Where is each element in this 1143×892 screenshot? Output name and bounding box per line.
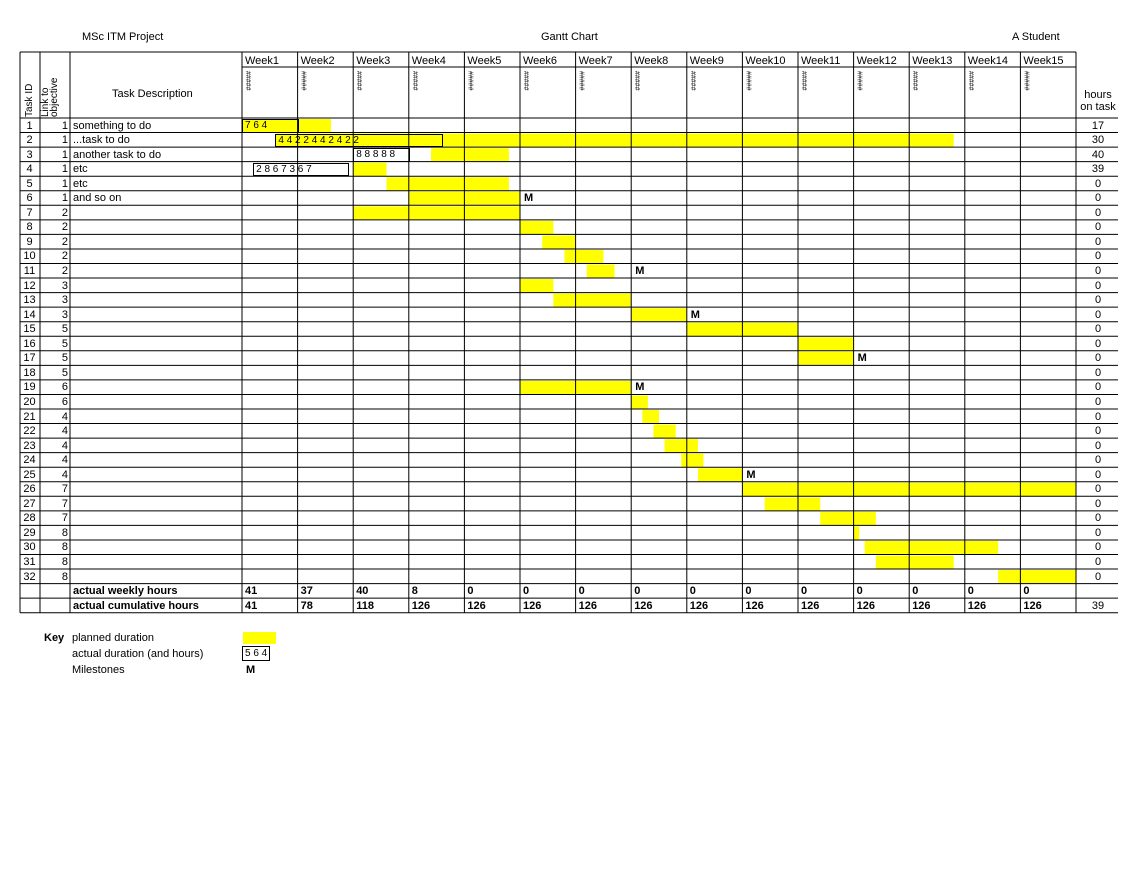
planned-bar: [564, 250, 603, 264]
week-marks: #####: [911, 71, 919, 91]
task-description-cell: etc: [73, 163, 88, 176]
planned-bar: [798, 337, 854, 351]
week-header: Week14: [967, 55, 1008, 67]
planned-bar: [520, 221, 553, 235]
cumulative-hours-cell: 126: [523, 599, 542, 612]
task-hours-cell: 0: [1094, 206, 1102, 219]
planned-bar: [587, 265, 615, 279]
weekly-hours-cell: 0: [745, 585, 752, 598]
cumulative-hours-cell: 126: [967, 599, 987, 612]
task-id-cell: 6: [26, 192, 33, 205]
task-link-cell: 5: [61, 323, 68, 336]
task-link-cell: 2: [61, 235, 68, 248]
key-planned-swatch: [243, 632, 276, 644]
cumulative-hours-cell: 126: [801, 599, 820, 612]
task-hours-cell: 0: [1094, 497, 1102, 510]
task-link-cell: 5: [61, 337, 68, 350]
task-id-cell: 24: [23, 454, 36, 467]
weekly-hours-cell: 0: [523, 585, 530, 598]
weekly-hours-cell: 8: [411, 585, 418, 598]
task-link-cell: 8: [61, 541, 68, 554]
cumulative-hours-cell: 126: [634, 599, 653, 612]
task-hours-cell: 40: [1091, 148, 1105, 161]
weekly-hours-label: actual weekly hours: [73, 585, 178, 598]
task-id-cell: 20: [23, 395, 36, 408]
task-link-cell: 3: [61, 294, 68, 307]
task-id-cell: 1: [26, 119, 33, 132]
week-marks: #####: [966, 71, 974, 91]
planned-bar: [631, 308, 687, 322]
cumulative-hours-cell: 118: [356, 599, 374, 612]
task-link-cell: 2: [61, 250, 68, 263]
week-marks: #####: [1022, 71, 1030, 91]
planned-bar: [798, 352, 854, 366]
task-id-cell: 14: [23, 308, 36, 321]
week-header: Week11: [801, 55, 841, 67]
task-id-cell: 7: [26, 206, 33, 219]
week-header: Week4: [411, 55, 446, 67]
task-hours-cell: 39: [1091, 163, 1105, 176]
planned-bar: [431, 148, 509, 162]
week-marks: #####: [466, 71, 474, 91]
week-marks: #####: [577, 71, 585, 91]
task-hours-cell: 0: [1094, 526, 1102, 539]
task-hours-cell: 30: [1091, 134, 1105, 147]
milestone-marker: M: [857, 352, 867, 365]
week-header: Week5: [467, 55, 502, 67]
planned-bar: [642, 410, 659, 424]
weekly-hours-cell: 0: [801, 585, 808, 598]
cumulative-hours-cell: 126: [411, 599, 431, 612]
planned-bar: [698, 468, 742, 482]
task-link-cell: 8: [61, 556, 68, 568]
task-link-cell: 2: [61, 221, 68, 234]
task-id-cell: 3: [26, 148, 33, 161]
week-marks: #####: [299, 71, 307, 91]
task-link-cell: 1: [61, 163, 68, 176]
task-id-cell: 26: [23, 483, 36, 496]
task-link-cell: 3: [61, 279, 68, 292]
task-hours-cell: 0: [1094, 381, 1102, 394]
task-link-cell: 4: [61, 439, 68, 452]
task-hours-cell: 0: [1094, 570, 1102, 583]
planned-bar: [876, 556, 954, 570]
task-link-cell: 1: [61, 177, 68, 190]
weekly-hours-cell: 40: [356, 585, 369, 598]
cumulative-hours-cell: 78: [300, 599, 313, 612]
planned-bar: [820, 512, 876, 526]
weekly-hours-cell: 0: [1023, 585, 1030, 598]
planned-bar: [765, 497, 821, 511]
milestone-marker: M: [746, 468, 756, 481]
task-description-cell: another task to do: [73, 148, 162, 161]
task-hours-cell: 0: [1094, 439, 1102, 452]
milestone-marker: M: [690, 308, 700, 321]
author-name: A Student: [1012, 31, 1060, 43]
task-id-cell: 18: [23, 366, 36, 379]
task-id-cell: 5: [26, 177, 33, 190]
actual-duration-box: 2 8 6 7 3 6 7: [253, 163, 349, 177]
planned-bar: [665, 439, 698, 453]
project-title: MSc ITM Project: [82, 31, 164, 43]
task-hours-cell: 0: [1094, 250, 1102, 263]
planned-bar: [542, 235, 575, 249]
task-id-header: Task ID: [24, 83, 35, 117]
task-id-cell: 16: [23, 337, 36, 350]
weekly-hours-cell: 0: [467, 585, 474, 598]
task-id-cell: 9: [26, 235, 33, 248]
planned-bar: [631, 395, 648, 409]
week-header: Week10: [745, 55, 786, 67]
task-id-cell: 30: [23, 541, 36, 554]
task-hours-cell: 0: [1094, 512, 1102, 525]
task-id-cell: 15: [23, 323, 36, 336]
task-hours-cell: 0: [1094, 425, 1102, 438]
week-marks: #####: [244, 71, 251, 91]
milestone-marker: M: [635, 265, 645, 277]
task-hours-cell: 0: [1094, 395, 1102, 408]
cumulative-hours-cell: 41: [245, 599, 258, 612]
task-hours-cell: 0: [1094, 556, 1102, 568]
milestone-marker: M: [524, 192, 534, 205]
task-hours-cell: 0: [1094, 483, 1102, 496]
task-id-cell: 29: [23, 526, 36, 539]
task-hours-cell: 0: [1094, 366, 1102, 379]
task-link-cell: 4: [61, 425, 68, 438]
cumulative-hours-label: actual cumulative hours: [73, 599, 199, 612]
task-link-cell: 5: [61, 366, 68, 379]
hours-header: hours on task: [1080, 89, 1116, 113]
weekly-hours-cell: 41: [245, 585, 258, 598]
planned-bar: [520, 279, 553, 293]
task-id-cell: 11: [23, 265, 36, 277]
actual-duration-box: 8 8 8 8 8: [353, 148, 410, 162]
weekly-hours-cell: 37: [300, 585, 313, 598]
key-planned-label: planned duration: [72, 632, 154, 644]
task-hours-cell: 0: [1094, 192, 1102, 205]
task-id-cell: 2: [26, 134, 33, 147]
task-hours-cell: 0: [1094, 410, 1102, 423]
task-id-cell: 23: [23, 439, 36, 452]
task-hours-cell: 0: [1094, 279, 1102, 292]
task-id-cell: 13: [23, 294, 36, 307]
week-header: Week15: [1023, 55, 1064, 67]
task-id-cell: 27: [23, 497, 36, 510]
task-id-cell: 10: [23, 250, 36, 263]
task-link-cell: 1: [61, 119, 68, 132]
task-id-cell: 32: [23, 570, 36, 583]
description-header: Task Description: [112, 88, 193, 100]
task-link-cell: 5: [61, 352, 68, 365]
task-id-cell: 21: [23, 410, 36, 423]
task-id-cell: 12: [23, 279, 36, 292]
task-description-cell: etc: [73, 177, 88, 190]
task-id-cell: 8: [26, 221, 33, 234]
week-header: Week9: [689, 55, 724, 67]
task-id-cell: 19: [23, 381, 36, 394]
weekly-hours-cell: 0: [634, 585, 641, 598]
week-marks: #####: [355, 71, 363, 91]
week-marks: #####: [855, 71, 863, 91]
task-link-cell: 7: [61, 483, 68, 496]
task-hours-cell: 0: [1094, 177, 1102, 190]
total-hours-cell: 39: [1091, 599, 1105, 612]
cumulative-hours-cell: 126: [689, 599, 709, 612]
week-header: Week6: [523, 55, 558, 67]
task-hours-cell: 0: [1094, 294, 1102, 307]
link-header: Link to objective: [40, 77, 60, 117]
task-link-cell: 3: [61, 308, 68, 321]
task-link-cell: 2: [61, 265, 68, 277]
weekly-hours-cell: 0: [967, 585, 974, 598]
task-hours-cell: 0: [1094, 337, 1102, 350]
task-id-cell: 17: [23, 352, 36, 365]
actual-duration-box: 7 6 4: [242, 119, 299, 133]
task-hours-cell: 0: [1094, 265, 1102, 277]
week-marks: #####: [800, 71, 807, 91]
planned-bar: [553, 294, 631, 308]
task-hours-cell: 0: [1094, 352, 1102, 365]
task-link-cell: 4: [61, 454, 68, 467]
week-marks: #####: [688, 71, 696, 91]
key-actual-label: actual duration (and hours): [72, 648, 204, 660]
planned-bar: [998, 570, 1076, 584]
task-link-cell: 4: [61, 468, 68, 481]
cumulative-hours-cell: 126: [578, 599, 597, 612]
week-marks: #####: [410, 71, 418, 91]
weekly-hours-cell: 0: [912, 585, 919, 598]
week-header: Week8: [634, 55, 669, 67]
task-description-cell: and so on: [73, 192, 122, 205]
weekly-hours-cell: 0: [578, 585, 585, 598]
cumulative-hours-cell: 126: [467, 599, 486, 612]
task-hours-cell: 17: [1091, 119, 1105, 132]
task-hours-cell: 0: [1094, 454, 1102, 467]
planned-bar: [353, 206, 520, 220]
key-label: Key: [44, 632, 65, 644]
cumulative-hours-cell: 126: [856, 599, 875, 612]
task-hours-cell: 0: [1094, 221, 1102, 234]
planned-bar: [653, 425, 675, 439]
chart-title: Gantt Chart: [541, 31, 598, 43]
task-link-cell: 1: [61, 192, 68, 205]
key-actual-swatch: 5 6 4: [242, 646, 270, 661]
task-link-cell: 4: [61, 410, 68, 423]
planned-bar: [353, 163, 386, 177]
task-link-cell: 6: [61, 381, 68, 394]
planned-bar: [681, 454, 703, 468]
task-link-cell: 7: [61, 512, 68, 525]
task-hours-cell: 0: [1094, 541, 1102, 554]
task-id-cell: 28: [23, 512, 36, 525]
week-marks: #####: [744, 71, 752, 91]
week-header: Week1: [245, 55, 280, 67]
task-description-cell: ...task to do: [73, 134, 130, 147]
task-id-cell: 22: [23, 425, 36, 438]
task-link-cell: 8: [61, 570, 68, 583]
task-link-cell: 2: [61, 206, 68, 219]
week-header: Week7: [578, 55, 613, 67]
week-header: Week3: [356, 55, 391, 67]
task-id-cell: 31: [23, 556, 36, 568]
actual-duration-box: 4 4 2 2 4 4 2 4 2 2: [275, 134, 443, 148]
planned-bar: [865, 541, 998, 555]
weekly-hours-cell: 0: [689, 585, 696, 598]
planned-bar: [854, 526, 860, 540]
week-marks: #####: [633, 71, 641, 91]
task-id-cell: 25: [23, 468, 36, 481]
task-description-cell: something to do: [73, 119, 152, 132]
cumulative-hours-cell: 126: [912, 599, 931, 612]
cumulative-hours-cell: 126: [745, 599, 764, 612]
task-link-cell: 6: [61, 395, 68, 408]
task-link-cell: 1: [61, 148, 68, 161]
task-link-cell: 7: [61, 497, 68, 510]
task-hours-cell: 0: [1094, 235, 1102, 248]
task-hours-cell: 0: [1094, 308, 1102, 321]
task-link-cell: 1: [61, 134, 68, 147]
task-hours-cell: 0: [1094, 323, 1102, 336]
week-marks: #####: [522, 71, 529, 91]
key-milestone-swatch: M: [246, 664, 256, 676]
task-id-cell: 4: [26, 163, 33, 176]
week-header: Week12: [856, 55, 897, 67]
milestone-marker: M: [635, 381, 645, 394]
weekly-hours-cell: 0: [856, 585, 863, 598]
week-header: Week13: [912, 55, 953, 67]
cumulative-hours-cell: 126: [1023, 599, 1042, 612]
task-link-cell: 8: [61, 526, 68, 539]
task-hours-cell: 0: [1094, 468, 1102, 481]
planned-bar: [387, 177, 509, 191]
key-milestones-label: Milestones: [72, 664, 125, 676]
week-header: Week2: [300, 55, 335, 67]
